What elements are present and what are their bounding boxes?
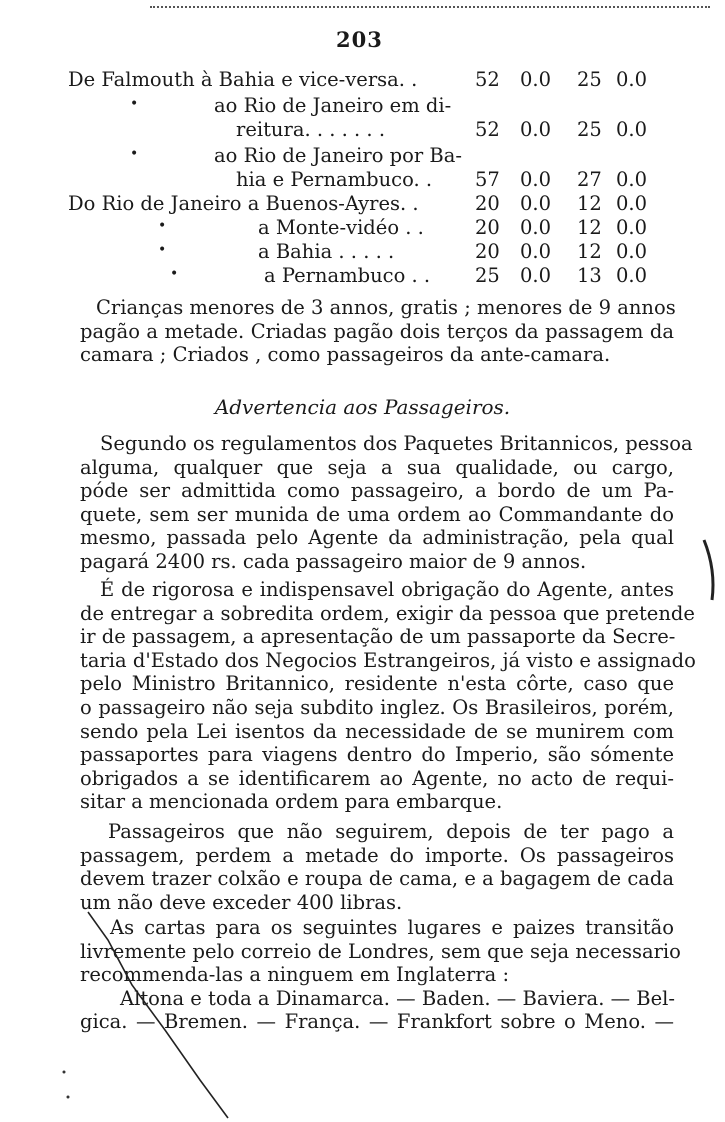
fare-row — [68, 144, 668, 168]
fare-col3: 12 — [577, 216, 602, 239]
text-line: póde ser admittida como passageiro, a bordo de um Pa- — [80, 479, 674, 503]
fare-col1: 25 — [475, 264, 500, 287]
text-line: Altona e toda a Dinamarca. — Baden. — Baviera. — Bel- — [120, 986, 675, 1010]
fare-row — [68, 118, 668, 142]
fare-route: ao Rio de Janeiro por Ba- — [214, 144, 462, 167]
fare-col2: 0.0 — [520, 240, 552, 263]
fare-col1: 57 — [475, 168, 500, 191]
fare-route: a Monte-vidéo . . — [258, 216, 424, 239]
fare-col3: 13 — [577, 264, 602, 287]
fare-row — [68, 264, 668, 288]
fare-col4: 0.0 — [616, 192, 648, 215]
fare-col1: 20 — [475, 192, 500, 215]
text-line: Passageiros que não seguirem, depois de ter pago a — [108, 820, 674, 843]
fare-row — [68, 192, 668, 216]
fare-col3: 27 — [577, 168, 602, 191]
speck — [67, 1096, 70, 1099]
fare-col2: 0.0 — [520, 192, 552, 215]
text-line: Segundo os regulamentos dos Paquetes Britannicos, pessoa — [100, 432, 693, 455]
fare-route: ao Rio de Janeiro em di- — [214, 94, 452, 117]
text-line: pagará 2400 rs. cada passageiro maior de 9 annos. — [80, 549, 587, 573]
text-line: gica. — Bremen. — França. — Frankfort sobre o Meno. — — [80, 1010, 674, 1034]
bullet-mark: • — [130, 96, 139, 112]
fare-row — [68, 68, 668, 92]
fare-col4: 0.0 — [616, 216, 648, 239]
bullet-mark: • — [170, 266, 179, 282]
fare-route: Do Rio de Janeiro a Buenos-Ayres. . — [68, 192, 419, 215]
fare-col3: 25 — [577, 118, 602, 141]
text-line: alguma, qualquer que seja a sua qualidade, ou cargo, — [80, 455, 674, 479]
paragraph-luggage — [80, 820, 674, 914]
fare-col4: 0.0 — [616, 118, 648, 141]
section-title: Advertencia aos Passageiros. — [214, 395, 511, 419]
fare-col2: 0.0 — [520, 118, 552, 141]
fare-route: De Falmouth à Bahia e vice-versa. . — [68, 68, 418, 91]
fare-col3: 12 — [577, 192, 602, 215]
fare-col2: 0.0 — [520, 216, 552, 239]
text-line: sitar a mencionada ordem para embarque. — [80, 790, 503, 814]
fare-row — [68, 216, 668, 240]
text-line: taria d'Estado dos Negocios Estrangeiros, já visto e assignado — [80, 648, 696, 672]
speck — [63, 1071, 66, 1074]
paragraph-regulations — [80, 432, 693, 574]
fare-row — [68, 240, 668, 264]
text-line: sendo pela Lei isentos da necessidade de se munirem com — [80, 719, 674, 743]
fare-col1: 52 — [475, 118, 500, 141]
text-line: mesmo, passada pelo Agente da administração, pela qual — [80, 526, 674, 550]
text-line: devem trazer colxão e roupa de cama, e a bagagem de cada — [80, 867, 674, 891]
fare-col4: 0.0 — [616, 68, 648, 91]
fare-row — [68, 168, 668, 192]
fare-col1: 20 — [475, 216, 500, 239]
text-line: camara ; Criados , como passageiros da ante-camara. — [80, 343, 611, 367]
children-note — [80, 296, 674, 367]
text-line: ir de passagem, a apresentação de um passaporte da Secre- — [80, 625, 676, 649]
page-number: 203 — [336, 27, 383, 52]
paragraph-agent-obligation — [80, 578, 696, 814]
fare-col1: 52 — [475, 68, 500, 91]
bullet-mark: • — [130, 146, 139, 162]
bullet-mark: • — [158, 218, 167, 234]
text-line: Crianças menores de 3 annos, gratis ; menores de 9 annos — [96, 296, 676, 319]
text-line: livremente pelo correio de Londres, sem que seja necessario — [80, 939, 681, 963]
fare-col1: 20 — [475, 240, 500, 263]
paragraph-letters — [80, 916, 681, 1034]
fare-col2: 0.0 — [520, 68, 552, 91]
fare-col2: 0.0 — [520, 168, 552, 191]
text-line: pelo Ministro Britannico, residente n'esta côrte, caso que — [80, 672, 674, 696]
fare-route: hia e Pernambuco. . — [236, 168, 433, 191]
text-line: recommenda-las a ninguem em Inglaterra : — [80, 963, 510, 987]
text-line: As cartas para os seguintes lugares e paizes transitão — [110, 916, 674, 939]
text-line: obrigados a se identificarem ao Agente, no acto de requi- — [80, 766, 674, 790]
fare-col4: 0.0 — [616, 168, 648, 191]
fare-route: a Pernambuco . . — [264, 264, 431, 287]
text-line: um não deve exceder 400 libras. — [80, 890, 403, 914]
text-line: o passageiro não seja subdito inglez. Os Brasileiros, porém, — [80, 695, 674, 719]
fare-route: reitura. . . . . . . — [236, 118, 386, 141]
fare-col4: 0.0 — [616, 264, 648, 287]
text-line: É de rigorosa e indispensavel obrigação do Agente, antes — [100, 578, 674, 601]
top-border-line — [150, 6, 710, 8]
fare-col2: 0.0 — [520, 264, 552, 287]
fare-col4: 0.0 — [616, 240, 648, 263]
fare-route: a Bahia . . . . . — [258, 240, 395, 263]
fare-col3: 12 — [577, 240, 602, 263]
text-line: passagem, perdem a metade do importe. Os passageiros — [80, 843, 674, 867]
fare-col3: 25 — [577, 68, 602, 91]
edge-mark — [704, 540, 713, 600]
text-line: de entregar a sobredita ordem, exigir da pessoa que pretende — [80, 601, 695, 625]
text-line: pagão a metade. Criadas pagão dois terços da passagem da — [80, 319, 674, 343]
text-line: passaportes para viagens dentro do Imperio, são sómente — [80, 743, 674, 767]
text-line: quete, sem ser munida de uma ordem ao Commandante do — [80, 502, 674, 526]
bullet-mark: • — [158, 242, 167, 258]
fare-row — [68, 94, 668, 118]
